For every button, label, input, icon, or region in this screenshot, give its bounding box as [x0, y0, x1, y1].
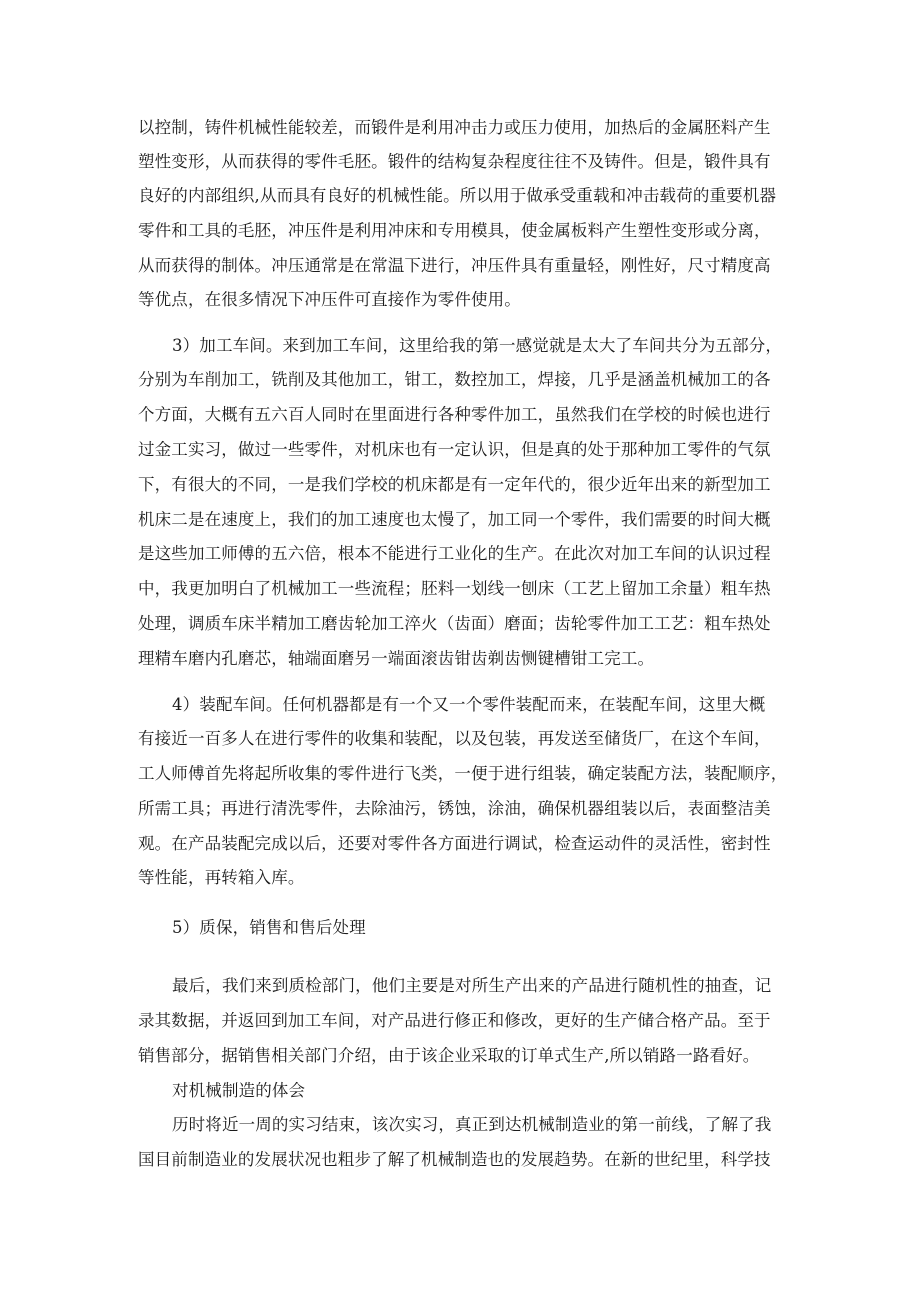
text-line: 录其数据，并返回到加工车间，对产品进行修正和修改，更好的生产储合格产品。至于 [138, 1011, 771, 1030]
text-line: 观。在产品装配完成以后，还要对零件各方面进行调试，检查运动件的灵活性，密封性 [138, 834, 771, 853]
text-line: 塑性变形，从而获得的零件毛胚。锻件的结构复杂程度往往不及铸件。但是，锻件具有 [138, 152, 771, 171]
text-line: 机床二是在速度上，我们的加工速度也太慢了，加工同一个零件，我们需要的时间大概 [138, 510, 771, 529]
text-line: 最后，我们来到质检部门，他们主要是对所生产出来的产品进行随机性的抽查，记 [172, 976, 772, 995]
text-line: 下，有很大的不同，一是我们学校的机床都是有一定年代的，很少近年出来的新型加工 [138, 475, 771, 494]
text-line: 良好的内部组织,从而具有良好的机械性能。所以用于做承受重载和冲击载荷的重要机器 [138, 186, 777, 205]
text-line: 工人师傅首先将起所收集的零件进行飞类，一便于进行组装，确定装配方法，装配顺序， [138, 764, 788, 783]
text-line: 过金工实习，做过一些零件，对机床也有一定认识，但是真的处于那种加工零件的气氛 [138, 440, 771, 459]
section-heading-line: 对机械制造的体会 [172, 1081, 306, 1100]
text-line: 国目前制造业的发展状况也粗步了解了机械制造也的发展趋势。在新的世纪里，科学技 [138, 1150, 771, 1169]
section-heading-line: 3）加工车间。来到加工车间，这里给我的第一感觉就是太大了车间共分为五部分， [172, 336, 783, 355]
text-line: 处理，调质车床半精加工磨齿轮加工淬火（齿面）磨面；齿轮零件加工工艺：粗车热处 [138, 614, 771, 633]
text-line: 所需工具；再进行清洗零件，去除油污，锈蚀，涂油，确保机器组装以后，表面整洁美 [138, 799, 771, 818]
section-heading-line: 4）装配车间。任何机器都是有一个又一个零件装配而来，在装配车间，这里大概 [172, 695, 766, 714]
text-line: 理精车磨内孔磨芯，轴端面磨另一端面滚齿钳齿剃齿恻键槽钳工完工。 [138, 649, 655, 668]
text-line: 等优点，在很多情况下冲压件可直接作为零件使用。 [138, 290, 521, 309]
text-line: 有接近一百多人在进行零件的收集和装配，以及包装，再发送至储货厂，在这个车间， [138, 729, 771, 748]
text-line: 分别为车削加工，铣削及其他加工，钳工，数控加工，焊接，几乎是涵盖机械加工的各 [138, 370, 771, 389]
text-line: 零件和工具的毛胚，冲压件是利用冲床和专用模具，使金属板料产生塑性变形或分离， [138, 221, 771, 240]
text-line: 个方面，大概有五六百人同时在里面进行各种零件加工，虽然我们在学校的时候也进行 [138, 405, 771, 424]
text-line: 销售部分，据销售相关部门介绍，由于该企业采取的订单式生产,所以销路一路看好。 [138, 1046, 760, 1065]
text-line: 等性能，再转箱入库。 [138, 868, 305, 887]
text-line: 中，我更加明白了机械加工一些流程；胚料一划线一刨床（工艺上留加工余量）粗车热 [138, 579, 771, 598]
text-line: 从而获得的制体。冲压通常是在常温下进行，冲压件具有重量轻，刚性好，尺寸精度高 [138, 256, 771, 275]
section-heading-line: 5）质保，销售和售后处理 [172, 918, 366, 937]
text-line: 以控制，铸件机械性能较差，而锻件是利用冲击力或压力使用，加热后的金属胚料产生 [138, 118, 771, 137]
text-line: 是这些加工师傅的五六倍，根本不能进行工业化的生产。在此次对加工车间的认识过程 [138, 544, 771, 563]
text-line: 历时将近一周的实习结束，该次实习，真正到达机械制造业的第一前线，了解了我 [172, 1115, 772, 1134]
